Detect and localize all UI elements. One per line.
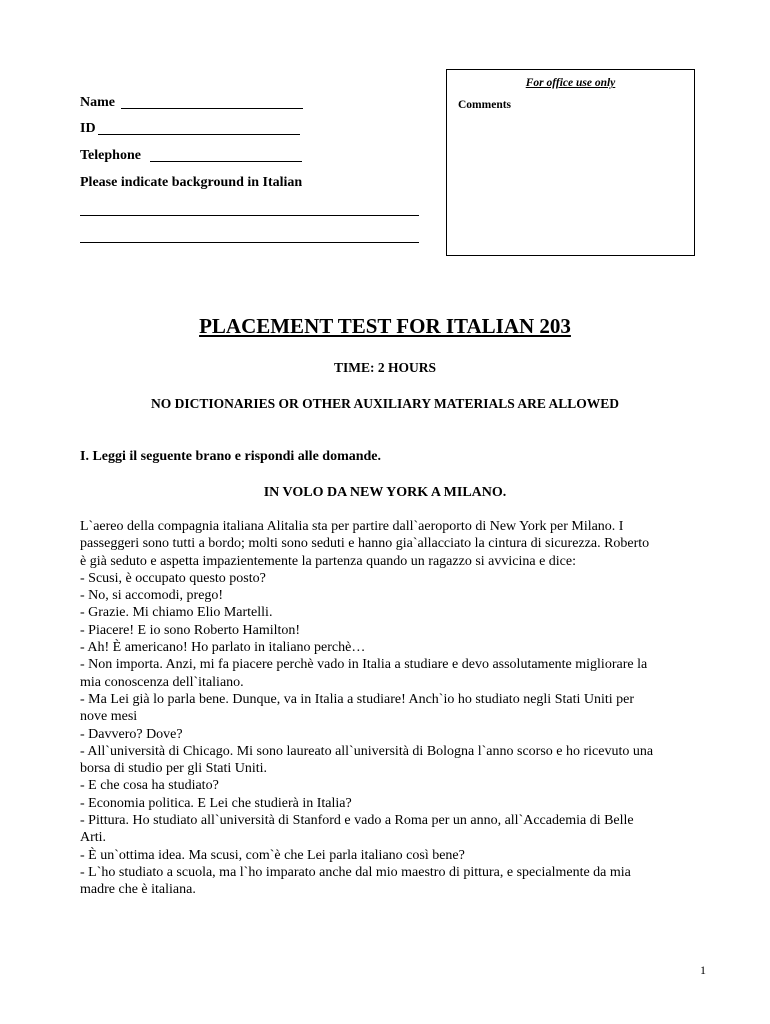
passage-line: - Scusi, è occupato questo posto?	[80, 570, 266, 586]
background-label: Please indicate background in Italian	[80, 175, 303, 190]
story-title: IN VOLO DA NEW YORK A MILANO.	[263, 485, 507, 500]
passage-line: - E che cosa ha studiato?	[80, 778, 219, 794]
telephone-label: Telephone	[80, 148, 141, 163]
office-use-title: For office use only	[525, 77, 616, 89]
passage-line: - Ah! È americano! Ho parlato in italiano perchè…	[80, 640, 366, 656]
office-use-box	[446, 69, 695, 256]
time-note: TIME: 2 HOURS	[333, 360, 436, 375]
reading-passage	[80, 518, 705, 899]
rules-note: NO DICTIONARIES OR OTHER AUXILIARY MATERIALS ARE ALLOWED	[151, 396, 619, 411]
section-heading: I. Leggi il seguente brano e rispondi alle domande.	[80, 449, 382, 464]
passage-line: - Non importa. Anzi, mi fa piacere perchè vado in Italia a studiare e devo assolutamente migliorare la	[80, 657, 648, 673]
passage-line: - L`ho studiato a scuola, ma l`ho imparato anche dal mio maestro di pittura, e specialmente da mia	[80, 864, 631, 880]
passage-line: mia conoscenza dell`italiano.	[80, 674, 244, 690]
page-title: PLACEMENT TEST FOR ITALIAN 203	[199, 314, 571, 338]
background-field-line-2[interactable]	[80, 242, 419, 243]
telephone-field[interactable]	[150, 161, 302, 162]
page-number: 1	[700, 963, 706, 977]
id-label: ID	[80, 121, 96, 136]
name-label: Name	[80, 95, 115, 110]
passage-line: - All`università di Chicago. Mi sono laureato all`università di Bologna l`anno scorso e ho ricevuto una	[80, 743, 654, 759]
passage-line: è già seduto e aspetta impazientemente la partenza quando un ragazzo si avvicina e dice:	[80, 553, 576, 569]
passage-line: madre che è italiana.	[80, 882, 196, 898]
passage-line: - Pittura. Ho studiato all`università di Stanford e vado a Roma per un anno, all`Accademia di Belle	[80, 813, 634, 829]
id-field[interactable]	[98, 134, 300, 135]
passage-line: L`aereo della compagnia italiana Alitalia sta per partire dall`aeroporto di New York per Milano. I	[80, 519, 624, 534]
background-field-line-1[interactable]	[80, 215, 419, 216]
passage-line: borsa di studio per gli Stati Uniti.	[80, 761, 268, 777]
passage-line: - Grazie. Mi chiamo Elio Martelli.	[80, 605, 273, 621]
passage-line: - È un`ottima idea. Ma scusi, com`è che Lei parla italiano così bene?	[80, 847, 465, 863]
passage-line: - Economia politica. E Lei che studierà in Italia?	[80, 795, 352, 811]
passage-line: - Piacere! E io sono Roberto Hamilton!	[80, 622, 301, 638]
passage-line: passeggeri sono tutti a bordo; molti sono seduti e hanno gia`allacciato la cintura di sicurezza. Roberto	[80, 536, 650, 552]
passage-line: nove mesi	[80, 709, 138, 725]
passage-line: Arti.	[80, 830, 107, 846]
comments-label: Comments	[458, 99, 512, 111]
passage-line: - Davvero? Dove?	[80, 726, 183, 742]
name-field[interactable]	[121, 108, 303, 109]
passage-line: - No, si accomodi, prego!	[80, 588, 224, 604]
passage-line: - Ma Lei già lo parla bene. Dunque, va in Italia a studiare! Anch`io ho studiato negli Stati Uniti per	[80, 691, 635, 707]
